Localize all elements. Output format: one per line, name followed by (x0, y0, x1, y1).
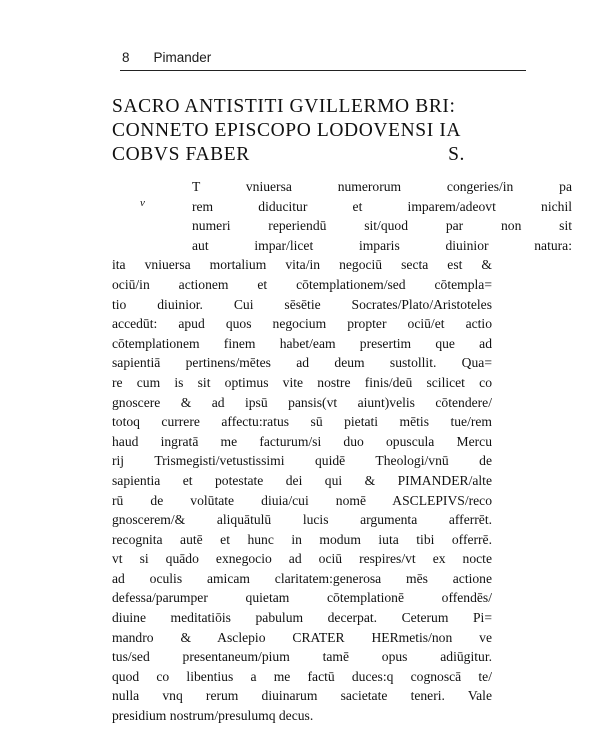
text-line: aut impar/licet imparis diuinior natura: (192, 237, 572, 253)
text-line: mandro & Asclepio CRATER HERmetis/non ve (112, 629, 492, 645)
text-line: quod co libentius a me factū duces:q cognoscā te/ (112, 668, 492, 684)
closing-text: presidium nostrum/presulumq decus. (112, 708, 314, 724)
title-salutation: S. (448, 144, 465, 165)
title-line (112, 143, 465, 167)
text-line: T vniuersa numerorum congeries/in pa (192, 179, 572, 194)
text-line: totoq currere affectu:ratus sū pietati mētis tue/rem (112, 414, 492, 430)
running-head (122, 50, 528, 65)
letter-body (112, 177, 572, 726)
text-line: defessa/parumper quietam cōtemplationē offendēs/ (112, 590, 492, 606)
dedication-title (112, 95, 492, 167)
header-rule (120, 70, 526, 71)
text-line: sapientiā pertinens/mētes ad deum sustollit. Qua= (112, 355, 492, 371)
text-line: vt si quādo exnegocio ad ociū respires/vt ex nocte (112, 551, 492, 567)
text-line: recognita autē et hunc in modum iuta tibi offerrē. (112, 531, 492, 547)
closing-line (112, 706, 492, 726)
guide-letter: v (140, 197, 145, 209)
page-number: 8 (122, 50, 130, 65)
text-line: gnoscerem/& aliquātulū lucis argumenta afferrēt. (112, 512, 492, 528)
text-line: diuine meditatiōis pabulum decerpat. Ceterum Pi= (112, 610, 492, 626)
full-width-block (112, 255, 492, 725)
text-line: haud ingratā me facturum/si duo opuscula Mercu (112, 433, 492, 449)
text-line: sapientia et potestate dei qui & PIMANDER/alte (112, 472, 492, 488)
text-line: rij Trismegisti/vetustissimi quidē Theologi/vnū de (112, 453, 492, 469)
text-line: ociū/in actionem et cōtemplationem/sed cōtempla= (112, 276, 492, 292)
text-line: ita vniuersa mortalium vita/in negociū secta est & (112, 257, 492, 273)
text-line: rem diducitur et imparem/adeovt nichil (192, 198, 572, 214)
text-line: re cum is sit optimus vite nostre finis/deū scilicet co (112, 374, 492, 390)
text-line: cōtemplationem finem habet/eam presertim que ad (112, 335, 492, 351)
title-line: SACRO ANTISTITI GVILLERMO BRI: (112, 96, 456, 117)
text-line: rū de volūtate diuia/cui nomē ASCLEPIVS/reco (112, 492, 492, 508)
text-line: gnoscere & ad ipsū pansis(vt aiunt)velis cōtendere/ (112, 394, 492, 410)
text-line: accedūt: apud quos negocium propter ociū/et actio (112, 316, 492, 332)
title-author: COBVS FABER (112, 144, 250, 165)
text-line: tio diuinior. Cui sēsētie Socrates/Plato/Aristoteles (112, 296, 492, 312)
text-line: tus/sed presentaneum/pium tamē opus adiūgitur. (112, 649, 492, 665)
scanned-incunable-page (112, 95, 572, 724)
running-title: Pimander (153, 50, 212, 65)
text-line: nulla vnq rerum diuinarum sacietate teneri. Vale (112, 688, 492, 704)
text-line: numeri reperiendū sit/quod par non sit (192, 218, 572, 234)
title-line: CONNETO EPISCOPO LODOVENSI IA (112, 120, 462, 141)
text-line: ad oculis amicam claritatem:generosa mēs actione (112, 570, 492, 586)
indented-block (112, 177, 572, 255)
